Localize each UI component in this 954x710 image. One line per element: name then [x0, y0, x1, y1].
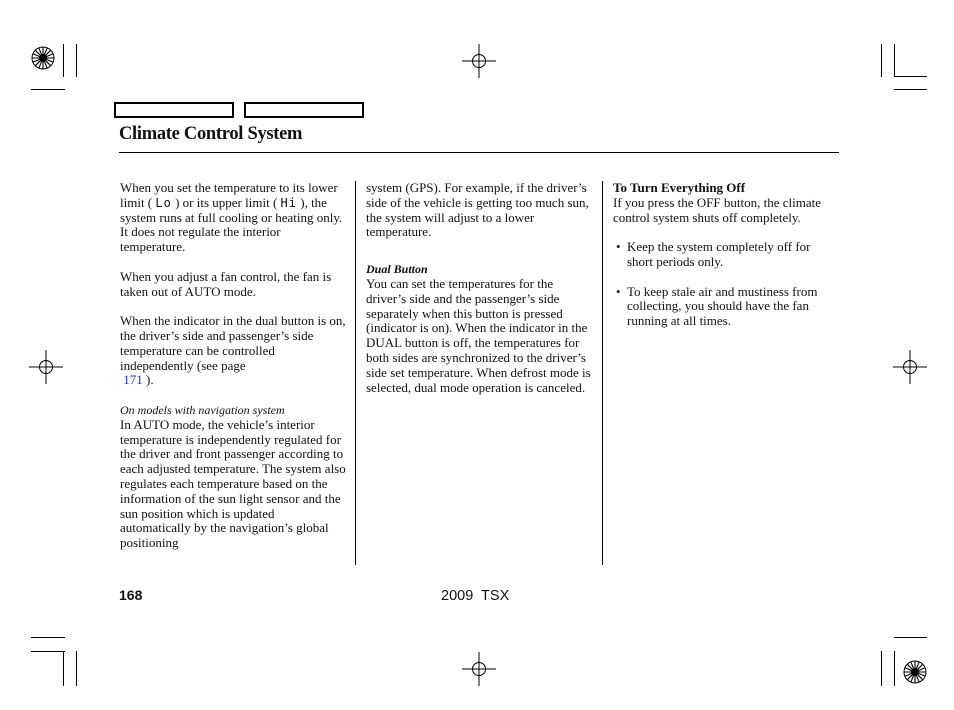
starburst-target-icon: [31, 46, 55, 70]
paragraph-temperature-limits: [120, 181, 348, 255]
right-column: [613, 181, 828, 329]
list-item: [613, 240, 828, 270]
model-name: 2009 TSX: [441, 588, 510, 604]
column-divider: [602, 181, 603, 565]
crop-line: [76, 651, 77, 686]
text: ), the system runs at full cooling or heating only. It does not regulate the interior temperature.: [120, 194, 343, 255]
paragraph-gps: system (GPS). For example, if the driver’s side of the vehicle is getting too much sun, the system will adjust to a lower temperature.: [366, 180, 589, 240]
crop-line: [881, 44, 882, 77]
section-title: Climate Control System: [119, 124, 303, 144]
lo-display-symbol: Lo: [155, 195, 172, 210]
navigation-models-heading: On models with navigation system: [120, 402, 285, 417]
crop-line: [76, 44, 77, 77]
crop-line: [63, 651, 64, 686]
chapter-tab-box: [114, 102, 234, 118]
crop-line: [894, 89, 927, 90]
crop-line: [31, 651, 65, 652]
page-reference-link[interactable]: 171: [123, 372, 143, 388]
text: ).: [146, 372, 154, 388]
crop-line: [894, 44, 895, 77]
middle-column: [366, 181, 594, 395]
paragraph-fan-control: When you adjust a fan control, the fan is taken out of AUTO mode.: [120, 268, 332, 299]
page-number: 168: [119, 587, 143, 603]
text: When the indicator in the dual button is on, the driver’s side and passenger’s side temperature can be controlled independently (see page: [120, 313, 346, 373]
text: To keep stale air and mustiness from collecting, you should have the fan running at all times.: [627, 283, 818, 329]
text: Keep the system completely off for short periods only.: [627, 239, 811, 269]
text: ) or its upper limit (: [175, 194, 278, 210]
registration-mark-icon: [29, 350, 63, 384]
text: When you set the temperature to its lower limit (: [120, 180, 338, 210]
registration-mark-icon: [462, 44, 496, 78]
left-column: [120, 181, 348, 551]
paragraph-dual-indicator: [120, 314, 348, 388]
crop-line: [31, 89, 65, 90]
paragraph-off-button: If you press the OFF button, the climate control system shuts off completely.: [613, 194, 821, 225]
hi-display-symbol: Hi: [280, 195, 297, 210]
title-rule: [119, 152, 839, 153]
column-divider: [355, 181, 356, 565]
crop-line: [894, 637, 927, 638]
crop-line: [894, 651, 895, 686]
list-item: [613, 285, 828, 329]
paragraph-auto-mode: In AUTO mode, the vehicle’s interior temperature is independently regulated for the driver and front passenger according to each adjusted temperature. The system also regulates each temperature based on the information of the sun light sensor and the sun position which is updated automatically by the navigation’s global positioning: [120, 416, 346, 551]
paragraph-dual-button: You can set the temperatures for the driver’s side and the passenger’s side separately when this button is pressed (indicator is on). When the indicator in the DUAL button is off, the temperatures for both sides are synchronized to the driver’s side set temperature. When defrost mode is selected, dual mode operation is canceled.: [366, 275, 591, 395]
crop-line: [894, 76, 927, 77]
bullet-icon: •: [616, 283, 621, 299]
bullet-icon: •: [616, 239, 621, 255]
crop-line: [63, 44, 64, 77]
registration-mark-icon: [462, 652, 496, 686]
crop-line: [31, 637, 65, 638]
starburst-target-icon: [903, 660, 927, 684]
chapter-tab-box: [244, 102, 364, 118]
crop-line: [881, 651, 882, 686]
turn-off-heading: To Turn Everything Off: [613, 180, 746, 195]
registration-mark-icon: [893, 350, 927, 384]
dual-button-heading: Dual Button: [366, 262, 428, 277]
